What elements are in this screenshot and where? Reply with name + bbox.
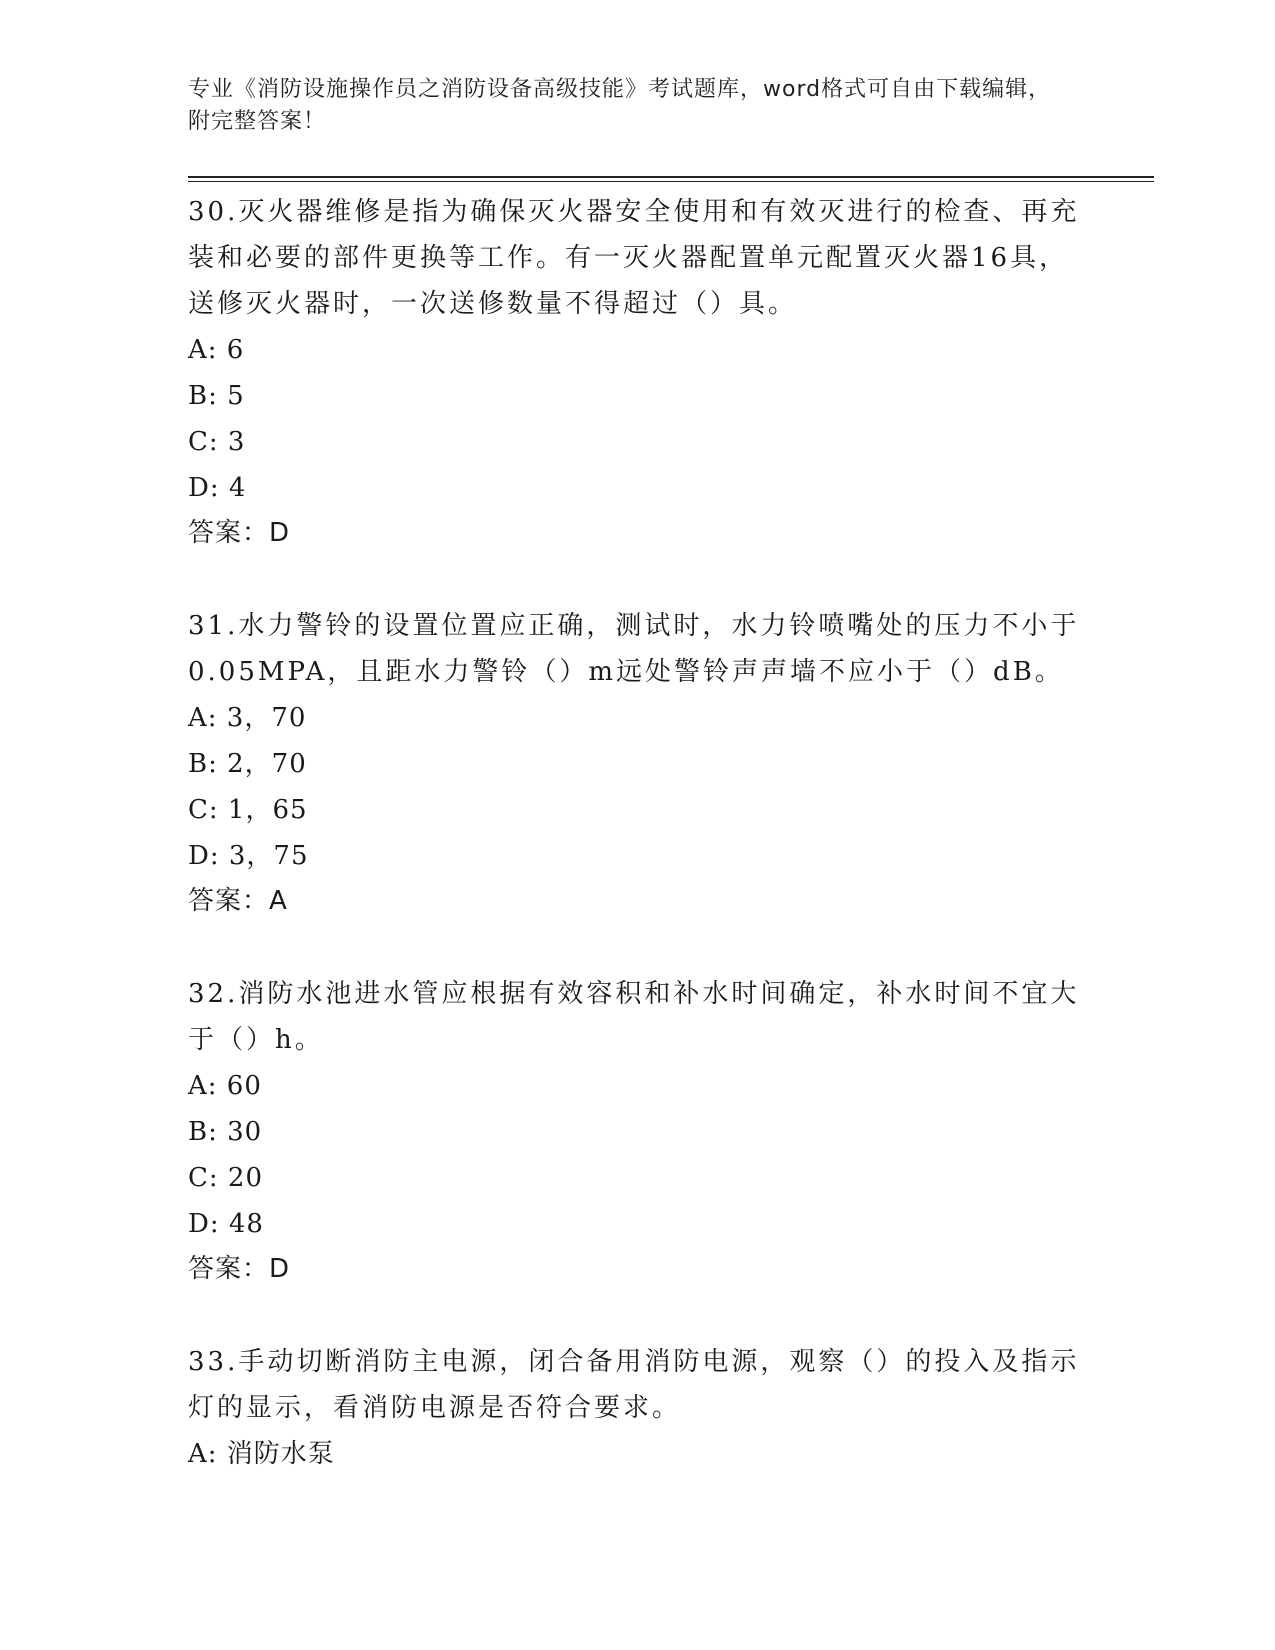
- question-32: [188, 971, 1088, 1291]
- option-d: D: 3，75: [188, 841, 309, 871]
- option-b: B: 2，70: [188, 749, 307, 779]
- option-d: D: 48: [188, 1209, 264, 1239]
- header-divider-thick: [188, 176, 1154, 178]
- answer-line: 答案：A: [188, 886, 288, 916]
- option-d: D: 4: [188, 473, 247, 503]
- header-divider-thin: [188, 181, 1154, 182]
- option-b: B: 5: [188, 381, 245, 411]
- question-31: [188, 603, 1088, 923]
- question-stem: 33.手动切断消防主电源，闭合备用消防电源，观察（）的投入及指示灯的显示，看消防电源是否符合要求。: [188, 1347, 1080, 1423]
- question-30: [188, 189, 1088, 555]
- option-c: C: 3: [188, 427, 246, 457]
- answer-line: 答案：D: [188, 518, 291, 548]
- question-stem: 31.水力警铃的设置位置应正确，测试时，水力铃喷嘴处的压力不小于0.05MPA，且距水力警铃（）m远处警铃声声墙不应小于（）dB。: [188, 611, 1080, 687]
- question-33: [188, 1339, 1088, 1477]
- option-b: B: 30: [188, 1117, 263, 1147]
- option-a: A: 6: [188, 335, 245, 365]
- question-list: [188, 189, 1088, 1525]
- option-c: C: 20: [188, 1163, 264, 1193]
- document-header: 专业《消防设施操作员之消防设备高级技能》考试题库，word格式可自由下载编辑，附完整答案！: [188, 77, 1052, 134]
- option-c: C: 1，65: [188, 795, 308, 825]
- option-a: A: 3，70: [188, 703, 307, 733]
- option-a: A: 60: [188, 1071, 262, 1101]
- answer-line: 答案：D: [188, 1254, 291, 1284]
- option-a: A: 消防水泵: [188, 1439, 335, 1469]
- question-stem: 30.灭火器维修是指为确保灭火器安全使用和有效灭进行的检查、再充装和必要的部件更换等工作。有一灭火器配置单元配置灭火器16具，送修灭火器时，一次送修数量不得超过（）具。: [188, 197, 1080, 319]
- question-stem: 32.消防水池进水管应根据有效容积和补水时间确定，补水时间不宜大于（）h。: [188, 979, 1080, 1055]
